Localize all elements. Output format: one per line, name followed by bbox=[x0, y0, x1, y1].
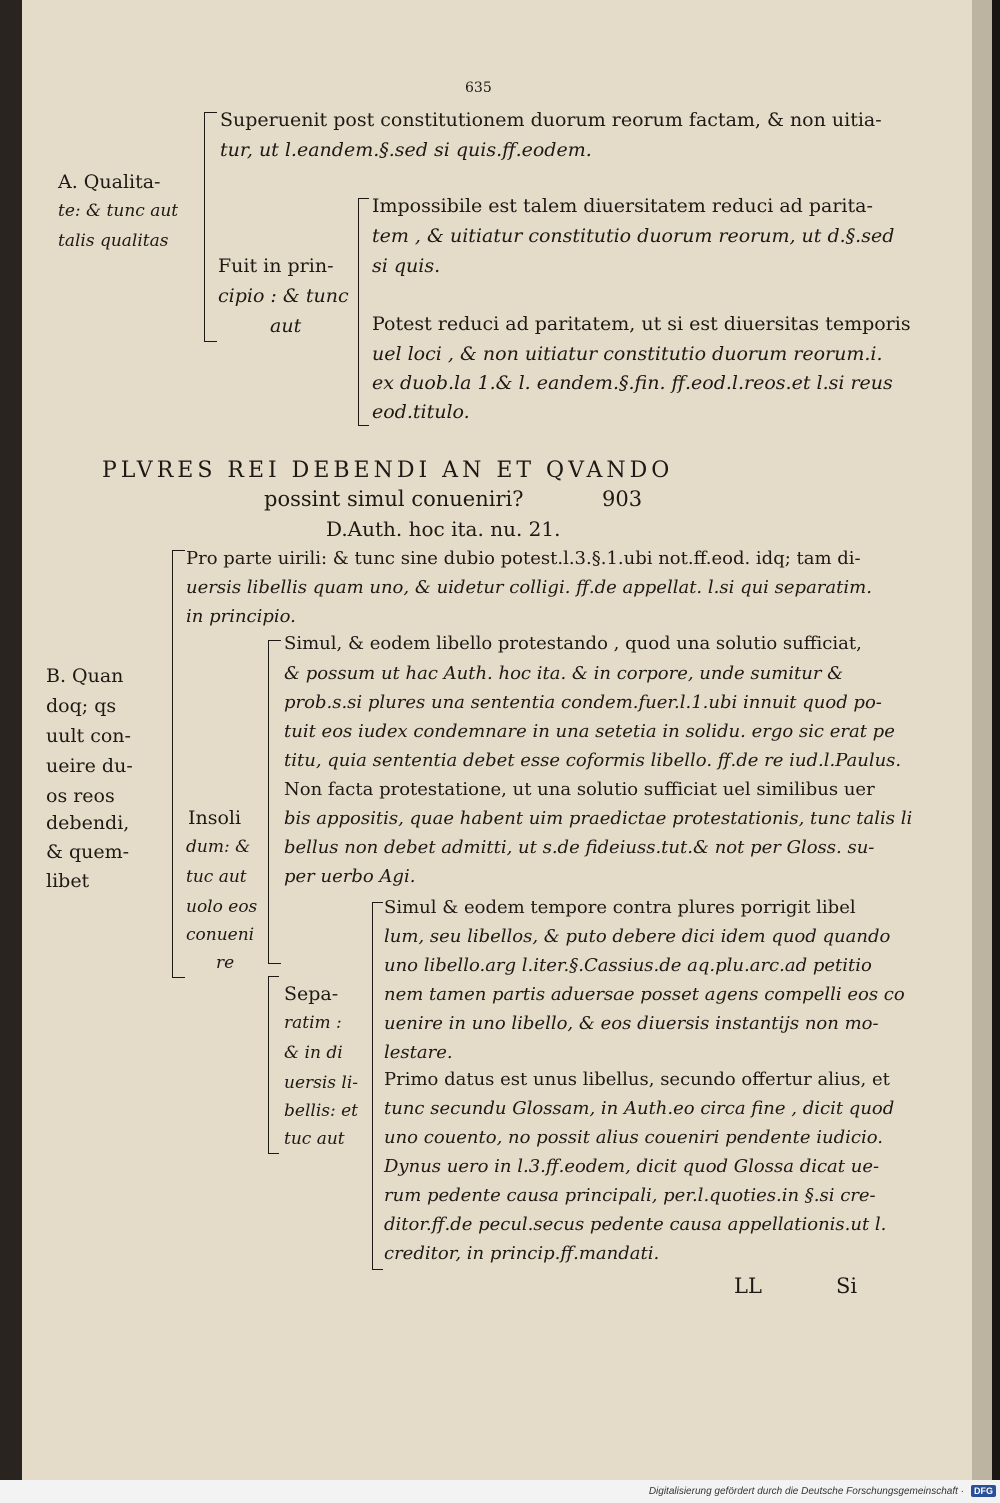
simul-line4: tuit eos iudex condemnare in una setetia in solidu. ergo sic erat pe bbox=[284, 721, 895, 742]
sep-primo-line2: tunc secundu Glossam, in Auth.eo circa fine , dicit quod bbox=[384, 1098, 895, 1119]
heading-line1: PLVRES REI DEBENDI AN ET QVANDO bbox=[102, 458, 674, 483]
section-b-label-3: uult con- bbox=[46, 725, 131, 747]
page-edge bbox=[972, 0, 992, 1480]
separatim-label-4: uersis li- bbox=[284, 1073, 359, 1093]
sep-simul-line6: lestare. bbox=[384, 1042, 453, 1063]
sub-item1-line1: Impossibile est talem diuersitatem reduci ad parita- bbox=[372, 195, 873, 217]
separatim-label-1: Sepa- bbox=[284, 983, 339, 1005]
section-b-label-2: doq; qs bbox=[46, 695, 117, 717]
footer-credit: Digitalisierung gefördert durch die Deutsche Forschungsgemeinschaft · bbox=[648, 1486, 964, 1497]
section-a-sub-label-2: cipio : & tunc bbox=[218, 285, 349, 307]
section-a-sub-label-1: Fuit in prin- bbox=[218, 255, 334, 277]
heading-number: 903 bbox=[602, 487, 643, 511]
non-facta-line3: bellus non debet admitti, ut s.de fideiuss.tut.& not per Gloss. su- bbox=[284, 837, 875, 858]
section-b-label-8: libet bbox=[46, 870, 90, 892]
separatim-label-5: bellis: et bbox=[284, 1101, 359, 1121]
insolidum-label-5: conueni bbox=[186, 925, 255, 945]
sub-item2-line4: eod.titulo. bbox=[372, 401, 470, 423]
section-b-brace bbox=[172, 550, 185, 978]
section-a-item1-line2: tur, ut l.eandem.§.sed si quis.ff.eodem. bbox=[220, 139, 592, 161]
insolidum-label-3: tuc aut bbox=[186, 867, 247, 887]
footer-bar bbox=[0, 1480, 1000, 1503]
sep-primo-line5: rum pedente causa principali, per.l.quoties.in §.si cre- bbox=[384, 1185, 876, 1206]
simul-line2: & possum ut hac Auth. hoc ita. & in corpore, unde sumitur & bbox=[284, 663, 844, 684]
separatim-sub-brace bbox=[372, 902, 383, 1270]
sub-item2-line1: Potest reduci ad paritatem, ut si est diuersitas temporis bbox=[372, 313, 911, 335]
sub-item1-line3: si quis. bbox=[372, 255, 441, 277]
sep-simul-line5: uenire in uno libello, & eos diuersis instantijs non mo- bbox=[384, 1013, 879, 1034]
heading-line2: possint simul conueniri? bbox=[264, 487, 524, 511]
simul-line3: prob.s.si plures una sententia condem.fuer.l.1.ubi innuit quod po- bbox=[284, 692, 882, 713]
separatim-label-3: & in di bbox=[284, 1043, 343, 1063]
section-b-label-7: & quem- bbox=[46, 841, 130, 863]
sub-item1-line2: tem , & uitiatur constitutio duorum reorum, ut d.§.sed bbox=[372, 225, 895, 247]
sep-simul-line4: nem tamen partis aduersae posset agens compelli eos co bbox=[384, 984, 905, 1005]
section-a-item1-line1: Superuenit post constitutionem duorum reorum factam, & non uitia- bbox=[220, 109, 882, 131]
simul-line1: Simul, & eodem libello protestando , quod una solutio sufficiat, bbox=[284, 633, 862, 654]
section-a-label-2: te: & tunc aut bbox=[58, 201, 179, 221]
page-number: 635 bbox=[465, 80, 492, 96]
sep-simul-line3: uno libello.arg l.iter.§.Cassius.de aq.plu.arc.ad petitio bbox=[384, 955, 872, 976]
insolidum-label-6: re bbox=[216, 953, 235, 973]
pro-parte-line1: Pro parte uirili: & tunc sine dubio potest.l.3.§.1.ubi not.ff.eod. idq; tam di- bbox=[186, 548, 861, 569]
section-b-label-4: ueire du- bbox=[46, 755, 133, 777]
pro-parte-line3: in principio. bbox=[186, 606, 296, 627]
insolidum-label-2: dum: & bbox=[186, 837, 251, 857]
insolidum-label-1: Insoli bbox=[188, 807, 242, 829]
simul-line5: titu, quia sententia debet esse coformis libello. ff.de re iud.l.Paulus. bbox=[284, 750, 902, 771]
dfg-logo: DFG bbox=[971, 1485, 996, 1497]
sep-primo-line7: creditor, in princip.ff.mandati. bbox=[384, 1243, 660, 1264]
section-b-label-6: debendi, bbox=[46, 812, 130, 834]
section-a-label-1: A. Qualita- bbox=[58, 171, 161, 193]
insolidum-brace bbox=[268, 640, 281, 964]
pro-parte-line2: uersis libellis quam uno, & uidetur colligi. ff.de appellat. l.si qui separatim. bbox=[186, 577, 872, 598]
heading-line3: D.Auth. hoc ita. nu. 21. bbox=[326, 517, 561, 541]
non-facta-line2: bis appositis, quae habent uim praedictae protestationis, tunc talis li bbox=[284, 808, 913, 829]
separatim-label-6: tuc aut bbox=[284, 1129, 345, 1149]
section-b-label-1: B. Quan bbox=[46, 665, 124, 687]
catchword: Si bbox=[836, 1274, 858, 1298]
sep-primo-line4: Dynus uero in l.3.ff.eodem, dicit quod Glossa dicat ue- bbox=[384, 1156, 880, 1177]
section-a-brace bbox=[204, 112, 217, 342]
book-spine bbox=[0, 0, 22, 1480]
sub-item2-line2: uel loci , & non uitiatur constitutio duorum reorum.i. bbox=[372, 343, 883, 365]
separatim-label-2: ratim : bbox=[284, 1013, 342, 1033]
insolidum-label-4: uolo eos bbox=[186, 897, 258, 917]
sep-primo-line3: uno couento, no possit alius coueniri pendente iudicio. bbox=[384, 1127, 883, 1148]
section-a-sub-label-3: aut bbox=[270, 315, 302, 337]
section-a-sub-brace bbox=[358, 198, 369, 426]
section-a-label-3: talis qualitas bbox=[58, 231, 169, 251]
sep-primo-line6: ditor.ff.de pecul.secus pedente causa appellationis.ut l. bbox=[384, 1214, 887, 1235]
sub-item2-line3: ex duob.la 1.& l. eandem.§.fin. ff.eod.l.reos.et l.si reus bbox=[372, 372, 893, 394]
book-page bbox=[22, 0, 980, 1480]
sep-simul-line2: lum, seu libellos, & puto debere dici idem quod quando bbox=[384, 926, 891, 947]
non-facta-line4: per uerbo Agi. bbox=[284, 866, 416, 887]
sep-simul-line1: Simul & eodem tempore contra plures porrigit libel bbox=[384, 897, 856, 918]
sep-primo-line1: Primo datus est unus libellus, secundo offertur alius, et bbox=[384, 1069, 890, 1090]
non-facta-line1: Non facta protestatione, ut una solutio sufficiat uel similibus uer bbox=[284, 779, 875, 800]
separatim-brace bbox=[268, 976, 279, 1154]
section-b-label-5: os reos bbox=[46, 785, 115, 807]
signature-mark: LL bbox=[734, 1274, 762, 1298]
